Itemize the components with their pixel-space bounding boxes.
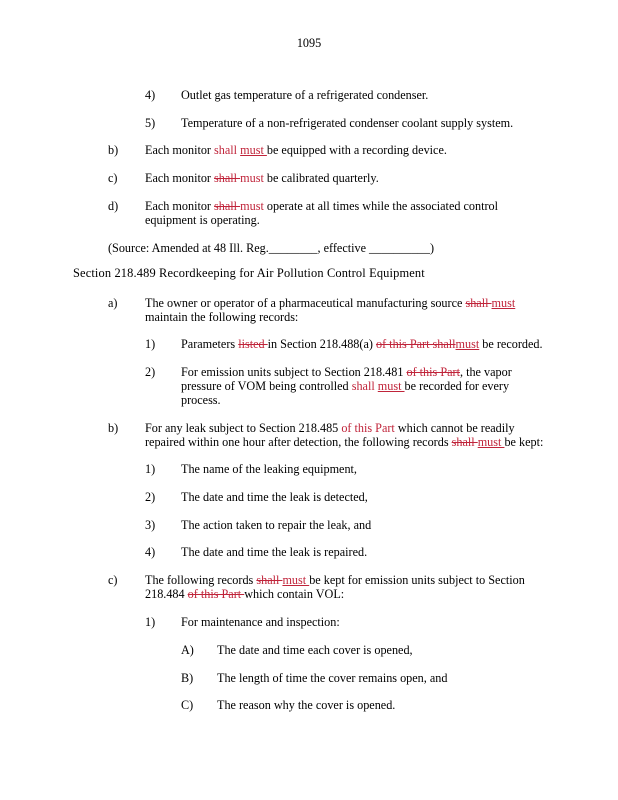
item-text xyxy=(181,615,581,629)
item-label: 1) xyxy=(145,462,156,476)
item-text xyxy=(217,643,597,657)
deleted-text: of this Part xyxy=(187,587,245,601)
deleted-text: shall xyxy=(214,199,241,213)
item-text xyxy=(217,698,597,712)
item-label: d) xyxy=(108,199,119,213)
item-label: 4) xyxy=(145,545,156,559)
text-segment: Each monitor xyxy=(145,143,215,157)
item-label: 5) xyxy=(145,116,156,130)
item-text xyxy=(181,518,581,532)
amended-text: shall xyxy=(351,379,378,393)
item-label: 2) xyxy=(145,490,156,504)
text-segment: (Source: Amended at 48 Ill. Reg.________, effective __________) xyxy=(108,241,435,255)
text-segment: Each monitor xyxy=(145,199,215,213)
inserted-text: must xyxy=(455,337,480,351)
section-heading: Section 218.489 Recordkeeping for Air Pollution Control Equipment xyxy=(73,266,425,280)
amended-text: shall xyxy=(214,143,241,157)
text-segment: Each monitor xyxy=(145,171,215,185)
text-segment: in Section 218.488(a) xyxy=(267,337,376,351)
text-segment: The following records xyxy=(145,573,257,587)
item-text xyxy=(145,171,545,185)
item-label: A) xyxy=(181,643,194,657)
text-segment: , the vapor pressure of VOM being controlled xyxy=(181,365,512,393)
text-segment: which contain VOL: xyxy=(244,587,345,601)
text-segment: The date and time the leak is detected, xyxy=(181,490,368,504)
text-segment: The date and time each cover is opened, xyxy=(217,643,413,657)
item-label: c) xyxy=(108,573,118,587)
text-segment: be kept: xyxy=(504,435,544,449)
text-segment: maintain the following records: xyxy=(145,310,299,324)
text-segment: For emission units subject to Section 218.481 xyxy=(181,365,407,379)
item-text xyxy=(181,116,581,130)
text-segment: The date and time the leak is repaired. xyxy=(181,545,368,559)
text-segment: be calibrated quarterly. xyxy=(263,171,379,185)
item-text xyxy=(181,365,533,407)
item-label: c) xyxy=(108,171,118,185)
item-text xyxy=(145,199,510,227)
item-text xyxy=(217,671,597,685)
item-label: b) xyxy=(108,143,119,157)
amended-text: must xyxy=(240,171,264,185)
deleted-text: shall xyxy=(256,573,283,587)
text-segment: The reason why the cover is opened. xyxy=(217,698,396,712)
item-text xyxy=(145,143,545,157)
deleted-text: of this Part xyxy=(406,365,460,379)
deleted-text: of this Part shall xyxy=(375,337,456,351)
deleted-text: listed xyxy=(238,337,268,351)
page-number: 1095 xyxy=(296,36,322,50)
item-text xyxy=(181,490,581,504)
text-segment: Parameters xyxy=(181,337,239,351)
item-text xyxy=(108,241,528,255)
item-label: 3) xyxy=(145,518,156,532)
item-label: 1) xyxy=(145,615,156,629)
item-text xyxy=(145,573,530,601)
text-segment: The action taken to repair the leak, and xyxy=(181,518,372,532)
text-segment: be equipped with a recording device. xyxy=(266,143,447,157)
inserted-text: must xyxy=(477,435,505,449)
inserted-text: must xyxy=(377,379,405,393)
text-segment: be recorded for every process. xyxy=(181,379,510,407)
item-label: b) xyxy=(108,421,119,435)
item-label: C) xyxy=(181,698,194,712)
amended-text: must xyxy=(240,199,264,213)
inserted-text: must xyxy=(491,296,516,310)
text-segment: which cannot be readily repaired within one hour after detection, the following records xyxy=(145,421,515,449)
inserted-text: must xyxy=(282,573,310,587)
text-segment: The name of the leaking equipment, xyxy=(181,462,357,476)
inserted-text: must xyxy=(240,143,267,157)
item-label: 1) xyxy=(145,337,156,351)
item-label: 2) xyxy=(145,365,156,379)
item-text xyxy=(145,421,555,449)
text-segment: be recorded. xyxy=(479,337,543,351)
item-text xyxy=(181,545,581,559)
text-segment: Temperature of a non-refrigerated condenser coolant supply system. xyxy=(181,116,514,130)
text-segment: The length of time the cover remains open, and xyxy=(217,671,448,685)
text-segment: For any leak subject to Section 218.485 xyxy=(145,421,342,435)
item-text xyxy=(145,296,530,324)
text-segment: Outlet gas temperature of a refrigerated condenser. xyxy=(181,88,429,102)
amended-text: of this Part xyxy=(341,421,395,435)
item-text xyxy=(181,462,581,476)
deleted-text: shall xyxy=(214,171,241,185)
deleted-text: shall xyxy=(465,296,492,310)
item-text xyxy=(181,88,581,102)
item-label: a) xyxy=(108,296,118,310)
item-label: B) xyxy=(181,671,194,685)
deleted-text: shall xyxy=(451,435,478,449)
text-segment: be kept for emission units subject to Section 218.484 xyxy=(145,573,525,601)
text-segment: For maintenance and inspection: xyxy=(181,615,340,629)
text-segment: operate at all times while the associated control equipment is operating. xyxy=(145,199,499,227)
item-text xyxy=(181,337,581,351)
item-label: 4) xyxy=(145,88,156,102)
text-segment: The owner or operator of a pharmaceutical manufacturing source xyxy=(145,296,466,310)
